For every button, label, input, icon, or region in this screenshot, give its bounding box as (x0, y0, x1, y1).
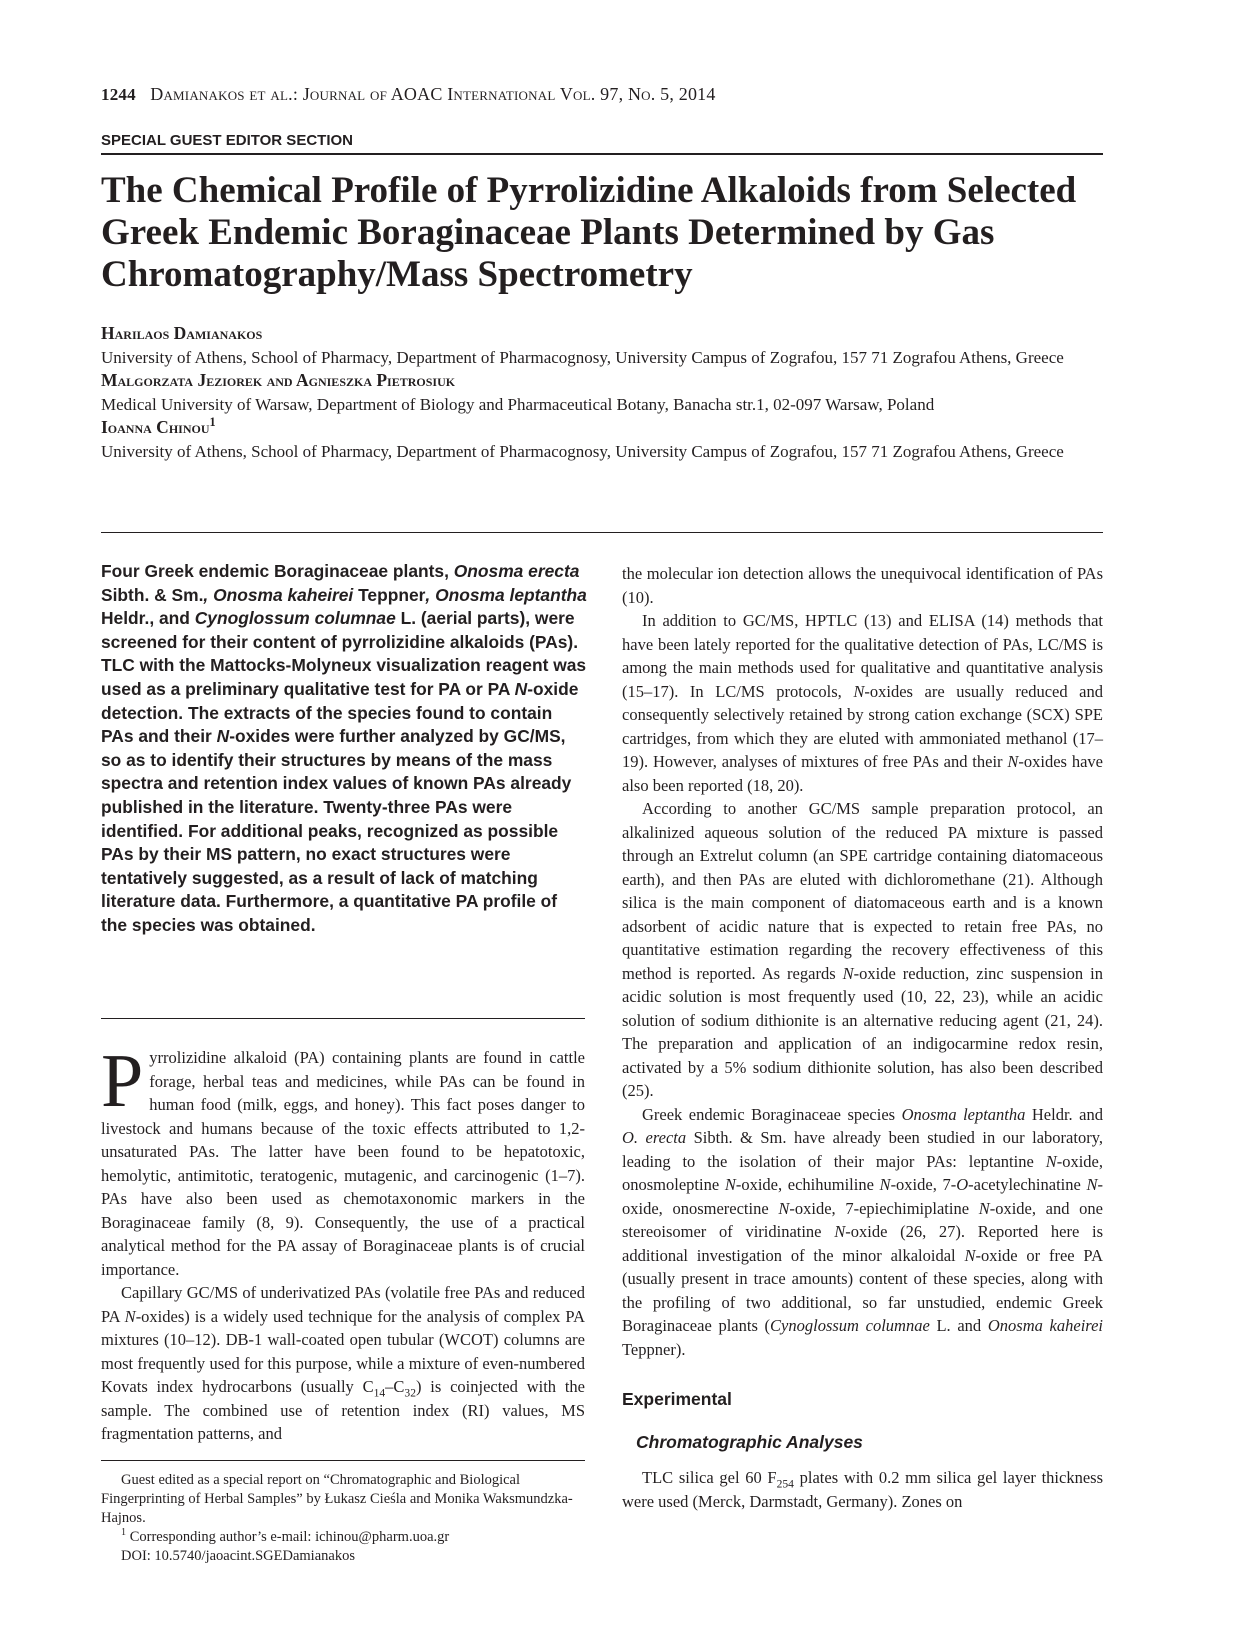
author-affiliation: Medical University of Warsaw, Department of Biology and Pharmaceutical Botany, Banacha str.1, 02-097 Warsaw, Poland (101, 394, 935, 414)
author-affiliation: University of Athens, School of Pharmacy, Department of Pharmacognosy, University Campus of Zografou, 157 71 Zografou Athens, Greece (101, 347, 1064, 367)
body-paragraph: the molecular ion detection allows the unequivocal identification of PAs (10). (622, 564, 1103, 607)
author-affiliation: University of Athens, School of Pharmacy, Department of Pharmacognosy, University Campus of Zografou, 157 71 Zografou Athens, Greece (101, 441, 1064, 461)
section-label: SPECIAL GUEST EDITOR SECTION (101, 132, 353, 149)
body-paragraph: Greek endemic Boraginaceae species Onosma leptantha Heldr. and O. erecta Sibth. & Sm. have already been studied in our laboratory, leading to the isolation of their major PAs: leptantine N-oxide, onosmoleptine N-oxide, echihumiline N-oxide, 7-O-acetylechinatine N-oxide, onosmerectine N-oxide, 7-epiechimiplatine N-oxide, and one stereoisomer of viridinatine N-oxide (26, 27). Reported here is additional investigation of the minor alkaloidal N-oxide or free PA (usually present in trace amounts) content of these species, along with the profiling of two additional, so far unstudied, endemic Greek Boraginaceae plants (Cynoglossum columnae L. and Onosma kaheirei Teppner). (622, 1104, 1104, 1359)
body-paragraph: Capillary GC/MS of underivatized PAs (volatile free PAs and reduced PA N-oxides) is a widely used technique for the analysis of complex PA mixtures (10–12). DB-1 wall-coated open tubular (WCOT) columns are most frequently used for this purpose, while a mixture of even-numbered Kovats index hydrocarbons (usually $C_{14}-C_{32}$) is coinjected with the sample. The combined use of retention index (RI) values, MS fragmentation patterns, and (101, 1283, 585, 1443)
guest-editor-note: Guest edited as a special report on “Chromatographic and Biological Fingerprinting of Herbal Samples” by Łukasz Cieśla and Monika Waksmundzka-Hajnos. (101, 1472, 573, 1526)
header-rule (101, 532, 1103, 533)
page-number: 1244 (101, 85, 136, 104)
running-head (101, 84, 716, 105)
top-rule (101, 153, 1103, 155)
corresponding-author-note: $^1$ Corresponding author’s e-mail: ichinou@pharm.uoa.gr (121, 1527, 450, 1545)
author-name: Harilaos Damianakos (101, 323, 263, 343)
footnote-rule (101, 1460, 585, 1461)
footnotes (101, 1471, 585, 1566)
drop-cap: P (101, 1039, 144, 1123)
subsection-heading: Chromatographic Analyses (636, 1431, 863, 1452)
body-left-column (101, 1039, 585, 1446)
body-paragraph: In addition to GC/MS, HPTLC (13) and ELISA (14) methods that have been lately reported for the qualitative detection of PAs, LC/MS is among the main methods used for qualitative and quantitative analysis (15–17). In LC/MS protocols, N-oxides are usually reduced and consequently selectively retained by strong cation exchange (SCX) SPE cartridges, from which they are eluted with ammoniated methanol (17–19). However, analyses of mixtures of free PAs and their N-oxides have also been reported (18, 20). (622, 611, 1103, 795)
article-title: The Chemical Profile of Pyrrolizidine Alkaloids from Selected Greek Endemic Boraginaceae Plants Determined by Gas Chromatography/Mass Spectrometry (101, 170, 1077, 295)
doi: DOI: 10.5740/jaoacint.SGEDamianakos (121, 1548, 355, 1564)
corresponding-mark: 1 (209, 415, 216, 430)
intro-paragraph: Pyrrolizidine alkaloid (PA) containing plants are found in cattle forage, herbal teas and medicines, while PAs can be found in human food (milk, eggs, and honey). This fact poses danger to livestock and humans because of the toxic effects attributed to 1,2-unsaturated PAs. The latter have been found to be hepatotoxic, hemolytic, antimitotic, teratogenic, mutagenic, and carcinogenic (1–7). PAs have also been used as chemotaxonomic markers in the Boraginaceae family (8, 9). Consequently, the use of a practical analytical method for the PA assay of Boraginaceae plants is of crucial importance. (101, 1039, 585, 1279)
body-right-column (622, 562, 1103, 1513)
body-paragraph: According to another GC/MS sample preparation protocol, an alkalinized aqueous solution of the reduced PA mixture is passed through an Extrelut column (an SPE cartridge containing diatomaceous earth), and then PAs are eluted with dichloromethane (21). Although silica is the main component of diatomaceous earth and is a known adsorbent of acidic nature that is expected to retain free PAs, no quantitative estimation regarding the recovery effectiveness of this method is reported. As regards N-oxide reduction, zinc suspension in acidic solution is most frequently used (10, 22, 23), while an acidic solution of sodium dithionite is an alternative reducing agent (21, 24). The preparation and application of an indigocarmine redox resin, activated by a 5% sodium dithionite solution, has also been described (25). (622, 799, 1103, 1100)
abstract-rule (101, 1018, 585, 1019)
author-block (101, 322, 1111, 463)
body-paragraph: TLC silica gel 60 $F_{254}$ plates with 0.2 mm silica gel layer thickness were used (Merck, Darmstadt, Germany). Zones on (622, 1468, 1103, 1511)
author-name-text: Ioanna Chinou (101, 417, 210, 437)
author-name: Malgorzata Jeziorek and Agnieszka Pietrosiuk (101, 370, 456, 390)
abstract: Four Greek endemic Boraginaceae plants, Onosma erecta Sibth. & Sm., Onosma kaheirei Teppner, Onosma leptantha Heldr., and Cynoglossum columnae L. (aerial parts), were screened for their content of pyrrolizidine alkaloids (PAs). TLC with the Mattocks-Molyneux visualization reagent was used as a preliminary qualitative test for PA or PA N-oxide detection. The extracts of the species found to contain PAs and their N-oxides were further analyzed by GC/MS, so as to identify their structures by means of the mass spectra and retention index values of known PAs already published in the literature. Twenty-three PAs were identified. For additional peaks, recognized as possible PAs by their MS pattern, no exact structures were tentatively suggested, as a result of lack of matching literature data. Furthermore, a quantitative PA profile of the species was obtained. (101, 561, 587, 935)
author-name (101, 416, 1111, 440)
journal-citation: Damianakos et al.: Journal of AOAC International Vol. 97, No. 5, 2014 (150, 84, 716, 104)
section-heading-experimental: Experimental (622, 1389, 732, 1409)
